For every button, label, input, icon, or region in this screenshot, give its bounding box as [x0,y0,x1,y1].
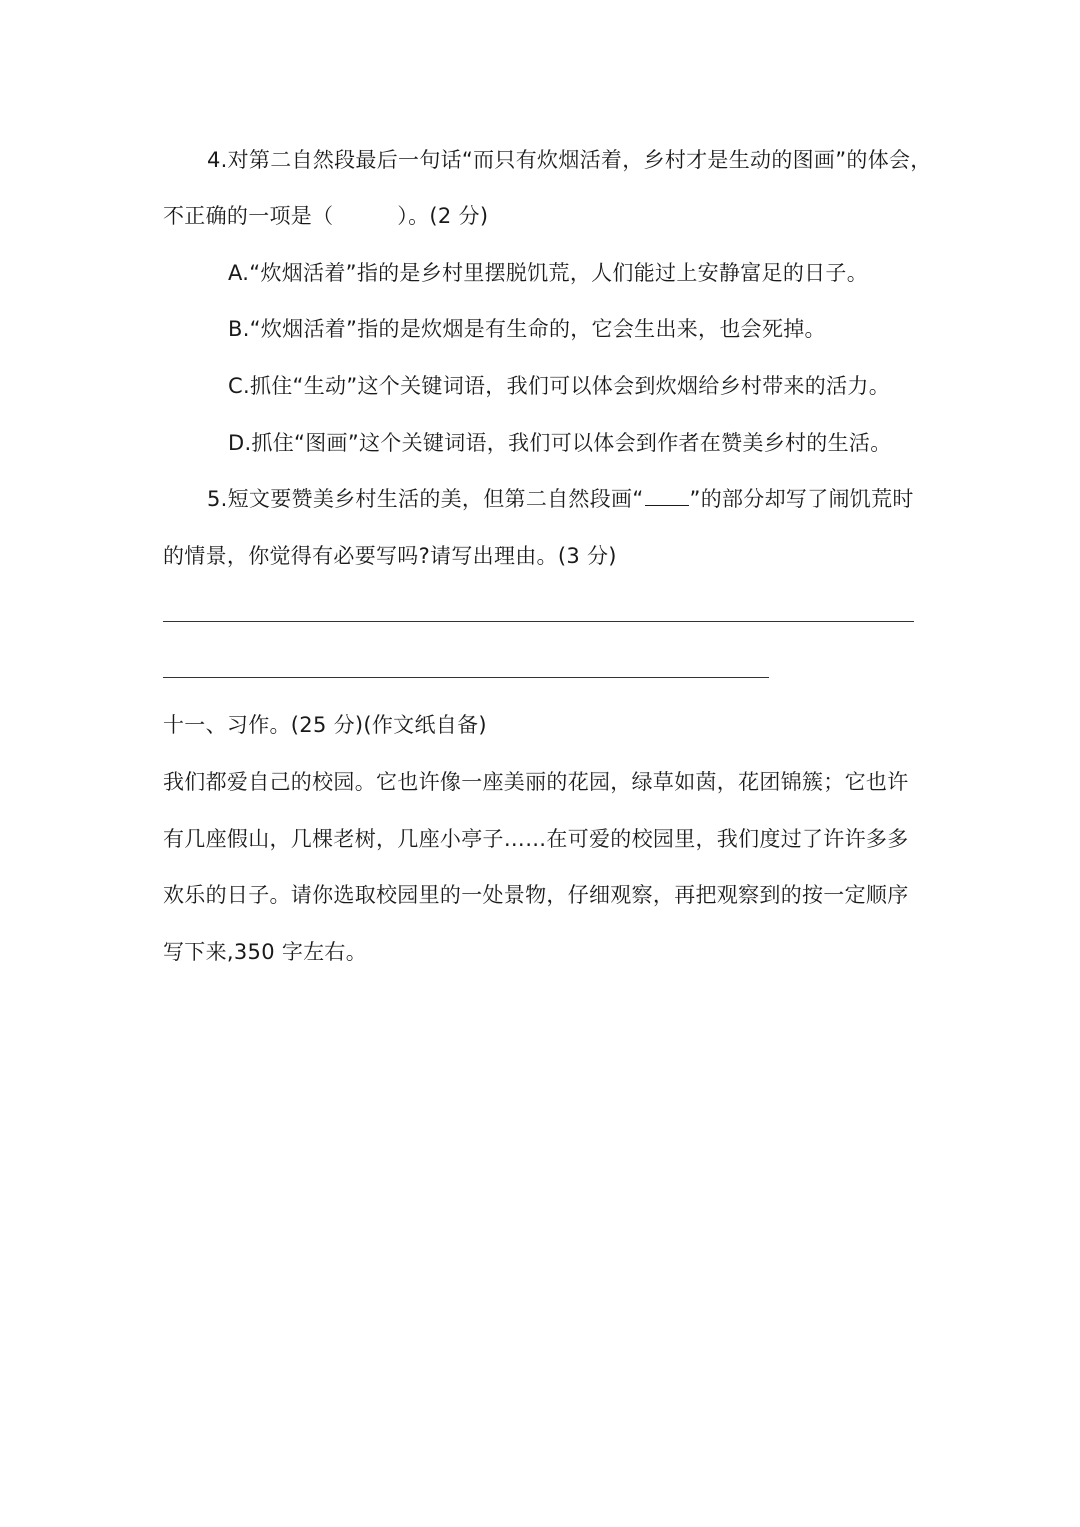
essay-paragraph-line-2: 有几座假山，几棵老树，几座小亭子……在可爱的校园里，我们度过了许许多多 [163,827,909,851]
essay-heading: 十一、习作。(25 分)(作文纸自备) [163,713,487,737]
essay-paragraph-line-1: 我们都爱自己的校园。它也许像一座美丽的花园，绿草如茵，花团锦簇；它也许 [163,770,909,794]
question-5-stem-line-1 [207,484,914,514]
question-5-stem-line-2: 的情景，你觉得有必要写吗?请写出理由。(3 分) [163,544,617,568]
question-4-option-c: C.抓住“生动”这个关键词语，我们可以体会到炊烟给乡村带来的活力。 [228,374,890,398]
essay-paragraph-line-3: 欢乐的日子。请你选取校园里的一处景物，仔细观察，再把观察到的按一定顺序 [163,883,909,907]
question-4-option-d: D.抓住“图画”这个关键词语，我们可以体会到作者在赞美乡村的生活。 [228,431,892,455]
question-5-stem-after-blank: ”的部分却写了闹饥荒时 [689,487,914,511]
answer-line-2[interactable] [163,677,769,678]
question-4-option-b: B.“炊烟活着”指的是炊烟是有生命的，它会生出来，也会死掉。 [228,317,826,341]
question-4-option-a: A.“炊烟活着”指的是乡村里摆脱饥荒，人们能过上安静富足的日子。 [228,261,869,285]
question-4-stem-line-2: 不正确的一项是（ ）。(2 分) [163,204,489,228]
question-5-stem-before-blank: 5.短文要赞美乡村生活的美，但第二自然段画“ [207,487,644,511]
fill-in-blank [645,485,689,506]
question-4-stem-line-1: 4.对第二自然段最后一句话“而只有炊烟活着，乡村才是生动的图画”的体会， [207,148,932,172]
essay-paragraph-line-4: 写下来,350 字左右。 [163,940,368,964]
answer-line-1[interactable] [163,621,914,622]
